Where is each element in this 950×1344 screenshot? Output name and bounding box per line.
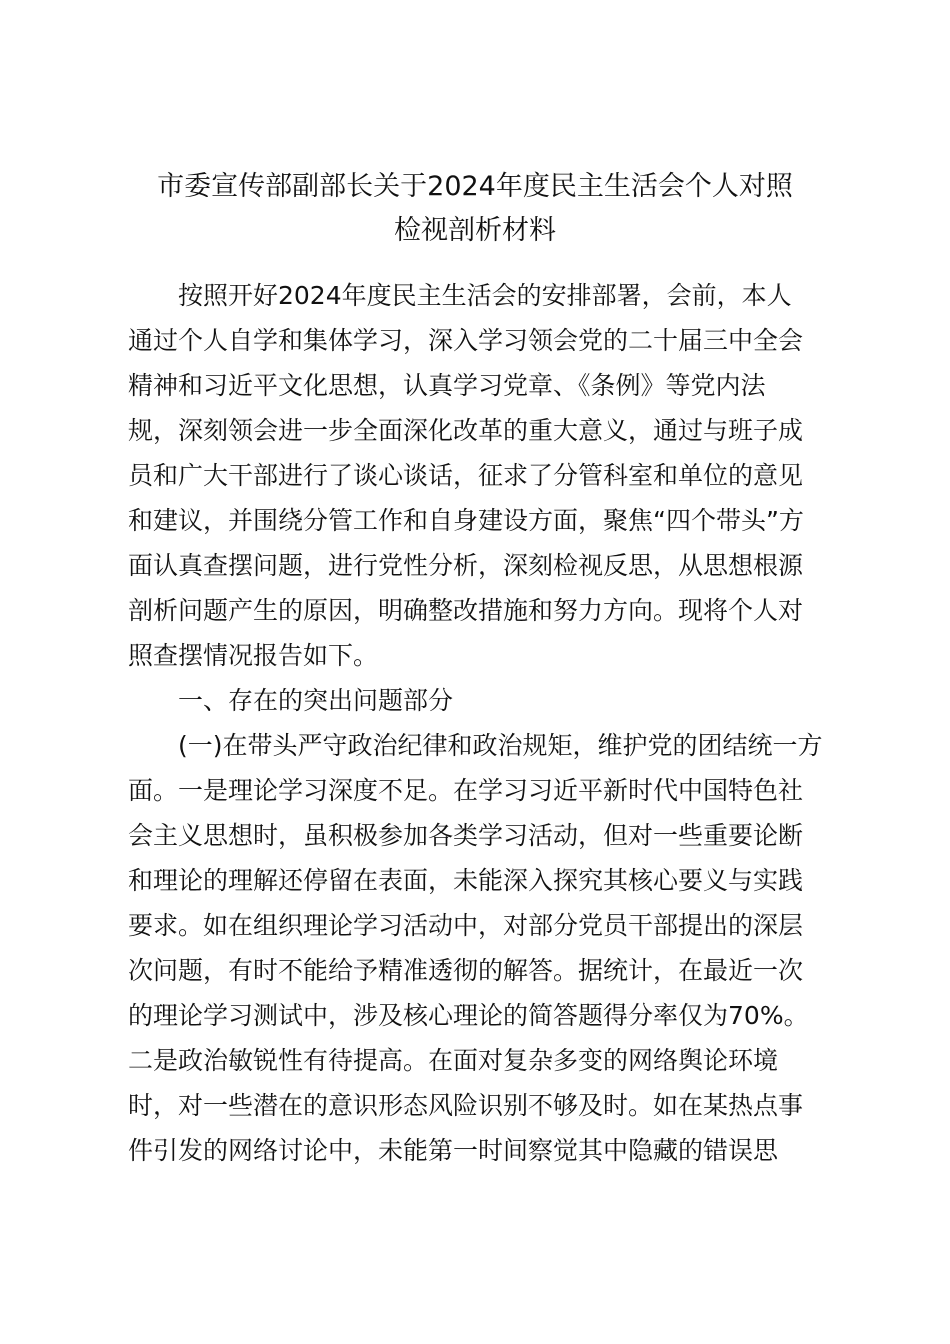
- body-line-7: 面认真查摆问题，进行党性分析，深刻检视反思，从思想根源: [128, 551, 804, 580]
- body-line-5: 员和广大干部进行了谈心谈话，征求了分管科室和单位的意见: [128, 461, 804, 490]
- body-line-13: 会主义思想时，虽积极参加各类学习活动，但对一些重要论断: [128, 821, 804, 850]
- body-line-19: 时，对一些潜在的意识形态风险识别不够及时。如在某热点事: [128, 1091, 804, 1120]
- body-line-15: 要求。如在组织理论学习活动中，对部分党员干部提出的深层: [128, 911, 804, 940]
- body-line-11: (一)在带头严守政治纪律和政治规矩，维护党的团结统一方: [178, 731, 823, 760]
- body-line-16: 次问题，有时不能给予精准透彻的解答。据统计，在最近一次: [128, 956, 804, 985]
- body-line-6: 和建议，并围绕分管工作和自身建设方面，聚焦“四个带头”方: [128, 506, 804, 535]
- section-heading-1: 一、存在的突出问题部分: [178, 686, 454, 715]
- body-line-9: 照查摆情况报告如下。: [128, 641, 379, 670]
- document-title-line-2: 检视剖析材料: [394, 215, 556, 246]
- body-line-18: 二是政治敏锐性有待提高。在面对复杂多变的网络舆论环境: [128, 1046, 779, 1075]
- body-line-12: 面。一是理论学习深度不足。在学习习近平新时代中国特色社: [128, 776, 804, 805]
- body-line-20: 件引发的网络讨论中，未能第一时间察觉其中隐藏的错误思: [128, 1136, 779, 1165]
- body-line-2: 通过个人自学和集体学习，深入学习领会党的二十届三中全会: [128, 326, 804, 355]
- body-line-3: 精神和习近平文化思想，认真学习党章、《条例》等党内法: [128, 371, 766, 400]
- document-title-line-1: 市委宣传部副部长关于2024年度民主生活会个人对照: [157, 171, 793, 202]
- body-line-1: 按照开好2024年度民主生活会的安排部署，会前，本人: [178, 281, 792, 310]
- body-line-4: 规，深刻领会进一步全面深化改革的重大意义，通过与班子成: [128, 416, 804, 445]
- body-line-8: 剖析问题产生的原因，明确整改措施和努力方向。现将个人对: [128, 596, 804, 625]
- body-line-14: 和理论的理解还停留在表面，未能深入探究其核心要义与实践: [128, 866, 804, 895]
- body-line-17: 的理论学习测试中，涉及核心理论的简答题得分率仅为70%。: [128, 1001, 809, 1030]
